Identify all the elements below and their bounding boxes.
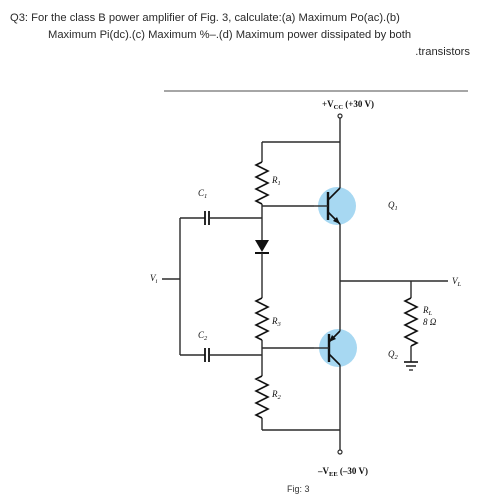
r1-label: $R_1$ [272,175,281,187]
question-text [10,10,480,61]
vl-label: $V_L$ [452,276,462,288]
r2-label: $R_2$ [272,389,281,401]
vcc-terminal [338,114,342,118]
rl-label: $R_L$ [423,305,433,317]
rl-resistor [405,298,417,346]
question-line-2: Maximum Pi(dc).(c) Maximum %–.(d) Maximum power dissipated by both [48,29,412,41]
c2-capacitor [205,348,209,362]
rl-value: 8 Ω [423,317,437,327]
c1-label: $C_1$ [198,188,208,200]
vi-label: $V_i$ [150,273,158,285]
vee-label: $-V_{EE}$ (–30 V) [318,466,369,478]
circuit-figure [0,80,488,500]
diode [255,240,269,253]
r3-label: $R_3$ [272,316,281,328]
vcc-label: $+V_{CC}$ (+30 V) [322,99,374,111]
circuit-diagram [0,80,488,500]
c1-capacitor [205,211,209,225]
vee-terminal [338,450,342,454]
r3-resistor [256,298,268,340]
figure-caption: Fig: 3 [287,484,310,494]
c2-label: $C_2$ [198,330,208,342]
question-line-1: Q3: For the class B power amplifier of Fig. 3, calculate:(a) Maximum Po(ac).(b) [10,12,400,24]
q1-label: $Q_1$ [388,200,398,212]
ground-icon [404,362,418,370]
r2-resistor [256,376,268,418]
q2-label: $Q_2$ [388,349,398,361]
question-line-3: .transistors [415,46,470,58]
r1-resistor [256,162,268,204]
